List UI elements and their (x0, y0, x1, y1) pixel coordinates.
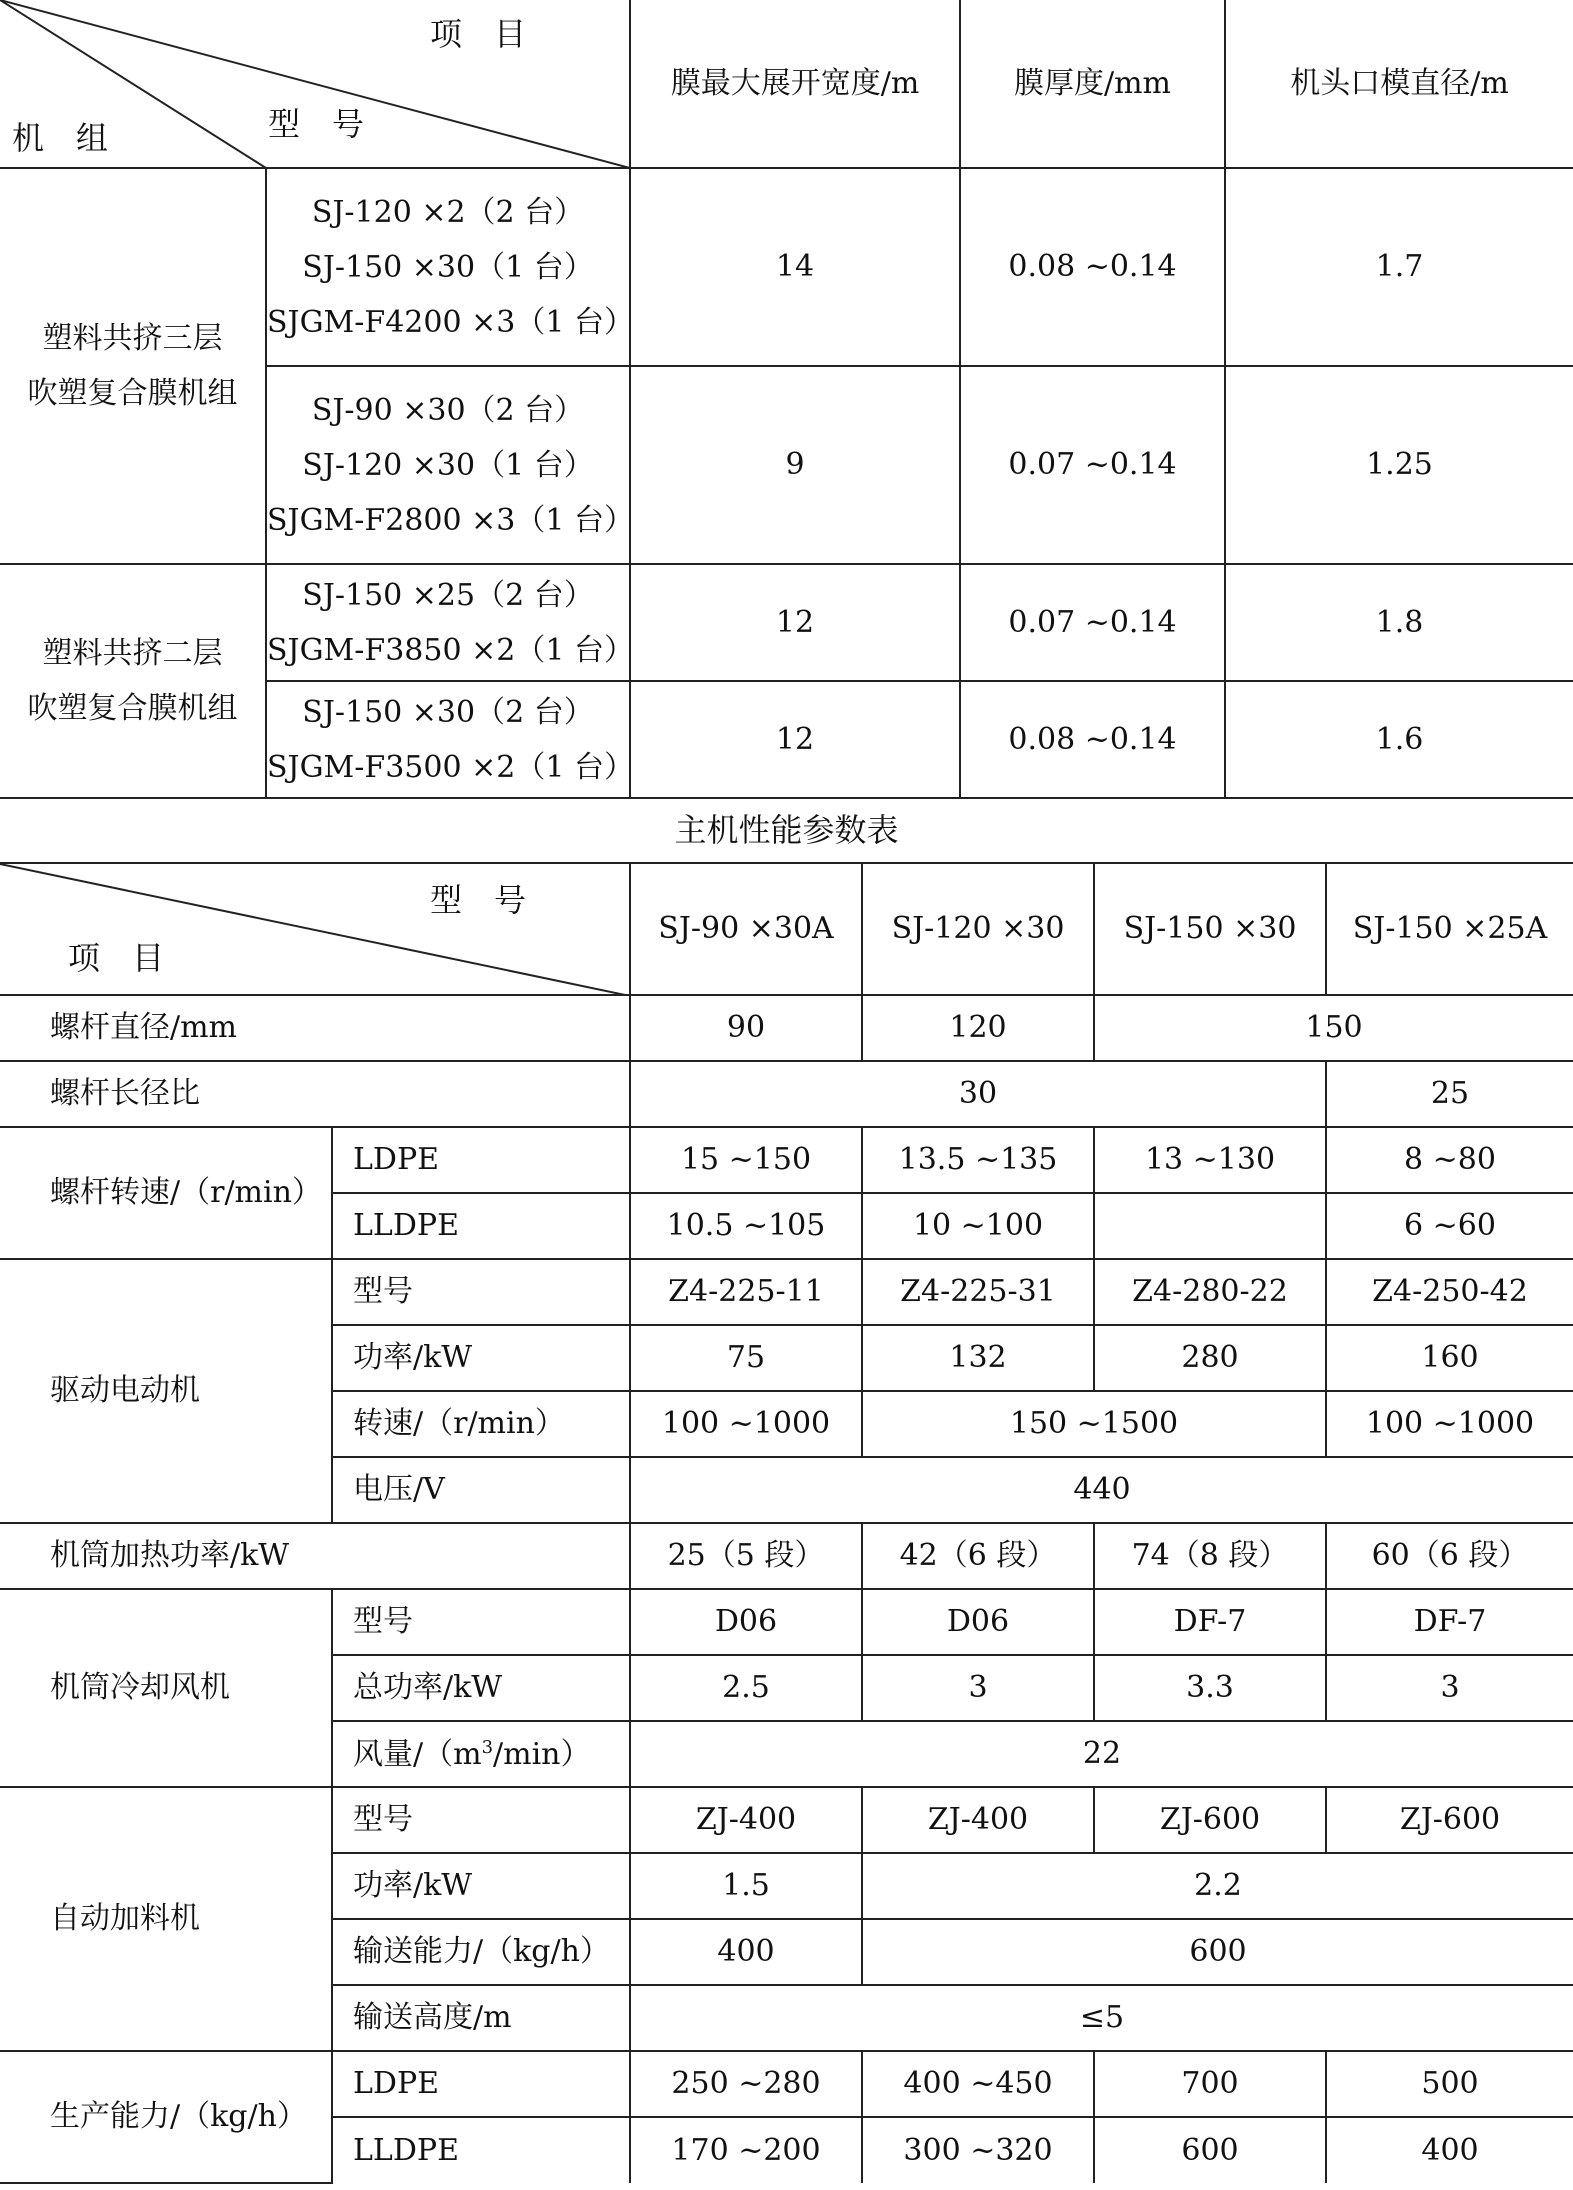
sub-label: 转速/（r/min） (332, 1391, 630, 1457)
corner-model-label: 型 号 (268, 105, 365, 143)
value-cell: 400 (630, 1919, 862, 1985)
value-cell: 13.5 ~135 (862, 1127, 1094, 1193)
table-caption: 主机性能参数表 (674, 811, 899, 849)
value-cell: ZJ-400 (862, 1787, 1094, 1853)
sub-label: 型号 (332, 1787, 630, 1853)
sub-label: 电压/V (332, 1457, 630, 1523)
sub-label: LLDPE (332, 1193, 630, 1259)
value-cell: 700 (1094, 2051, 1326, 2117)
value-cell: Z4-280-22 (1094, 1259, 1326, 1325)
value-cell: ZJ-600 (1094, 1787, 1326, 1853)
sub-label (332, 1721, 630, 1787)
value-cell: 2.2 (862, 1853, 1573, 1919)
value-cell: 74（8 段） (1094, 1523, 1326, 1589)
unit-spec-table (0, 0, 1573, 799)
value-cell: 13 ~130 (1094, 1127, 1326, 1193)
sub-label: 型号 (332, 1589, 630, 1655)
sub-label: LDPE (332, 2051, 630, 2117)
value-cell: 10 ~100 (862, 1193, 1094, 1259)
value-cell: 10.5 ~105 (630, 1193, 862, 1259)
value-cell: 42（6 段） (862, 1523, 1094, 1589)
corner-item-label: 项 目 (68, 939, 165, 977)
model-line: SJGM-F2800 ×3（1 台） (267, 502, 634, 538)
col-header-die: 机头口模直径/m (1225, 0, 1573, 168)
die-cell: 1.7 (1225, 168, 1573, 366)
row-label: 机筒冷却风机 (0, 1589, 332, 1787)
value-cell: 6 ~60 (1326, 1193, 1573, 1259)
value-cell: 250 ~280 (630, 2051, 862, 2117)
value-cell: 60（6 段） (1326, 1523, 1573, 1589)
value-cell: 150 (1094, 995, 1573, 1061)
value-cell: Z4-225-31 (862, 1259, 1094, 1325)
model-cell (266, 366, 634, 564)
sub-label: 输送能力/（kg/h） (332, 1919, 630, 1985)
value-cell: D06 (630, 1589, 862, 1655)
group-three-layer (0, 168, 266, 564)
airflow-label-sup: 3 (481, 1736, 494, 1758)
table2-corner-header (0, 863, 630, 995)
value-cell: D06 (862, 1589, 1094, 1655)
model-line: SJ-120 ×2（2 台） (311, 194, 585, 230)
model-cell (266, 564, 634, 681)
row-label: 机筒加热功率/kW (0, 1523, 630, 1589)
value-cell: ZJ-400 (630, 1787, 862, 1853)
value-cell: 3 (1326, 1655, 1573, 1721)
model-line: SJGM-F3500 ×2（1 台） (267, 749, 634, 785)
value-cell: 150 ~1500 (862, 1391, 1326, 1457)
corner-item-label: 项 目 (430, 15, 527, 53)
sub-label: 输送高度/m (332, 1985, 630, 2051)
value-cell: 8 ~80 (1326, 1127, 1573, 1193)
thickness-cell: 0.08 ~0.14 (960, 168, 1225, 366)
value-cell: 300 ~320 (862, 2117, 1094, 2183)
model-line: SJ-150 ×30（1 台） (302, 249, 594, 285)
width-cell: 14 (630, 168, 960, 366)
value-cell: 100 ~1000 (1326, 1391, 1573, 1457)
value-cell: 90 (630, 995, 862, 1061)
thickness-cell: 0.07 ~0.14 (960, 564, 1225, 681)
group-name-line1: 塑料共挤三层 (42, 321, 223, 356)
sub-label: 型号 (332, 1259, 630, 1325)
model-line: SJ-90 ×30（2 台） (311, 392, 585, 428)
value-cell: 500 (1326, 2051, 1573, 2117)
width-cell: 9 (630, 366, 960, 564)
row-label: 自动加料机 (0, 1787, 332, 2051)
group-name-line1: 塑料共挤二层 (42, 636, 223, 671)
value-cell: 100 ~1000 (630, 1391, 862, 1457)
sub-label: 功率/kW (332, 1325, 630, 1391)
corner-unit-label: 机 组 (12, 119, 109, 157)
value-cell: 120 (862, 995, 1094, 1061)
width-cell: 12 (630, 564, 960, 681)
die-cell: 1.25 (1225, 366, 1573, 564)
thickness-cell: 0.08 ~0.14 (960, 681, 1225, 798)
model-line: SJGM-F3850 ×2（1 台） (267, 632, 634, 668)
width-cell: 12 (630, 681, 960, 798)
value-cell: 160 (1326, 1325, 1573, 1391)
value-cell: 30 (630, 1061, 1326, 1127)
value-cell: Z4-250-42 (1326, 1259, 1573, 1325)
airflow-label-prefix: 风量/（m (353, 1736, 482, 1772)
row-label: 生产能力/（kg/h） (0, 2051, 332, 2183)
model-line: SJ-120 ×30（1 台） (302, 447, 594, 483)
sub-label: LDPE (332, 1127, 630, 1193)
die-cell: 1.6 (1225, 681, 1573, 798)
value-cell: DF-7 (1326, 1589, 1573, 1655)
value-cell: 2.5 (630, 1655, 862, 1721)
value-cell: 3.3 (1094, 1655, 1326, 1721)
group-name-line2: 吹塑复合膜机组 (27, 376, 238, 411)
model-header: SJ-120 ×30 (862, 863, 1094, 995)
value-cell: 600 (1094, 2117, 1326, 2183)
value-cell: 1.5 (630, 1853, 862, 1919)
model-header: SJ-150 ×30 (1094, 863, 1326, 995)
value-cell: 15 ~150 (630, 1127, 862, 1193)
value-cell: 132 (862, 1325, 1094, 1391)
model-header: SJ-90 ×30A (630, 863, 862, 995)
value-cell: 22 (630, 1721, 1573, 1787)
row-label: 驱动电动机 (0, 1259, 332, 1523)
sub-label: 功率/kW (332, 1853, 630, 1919)
airflow-label-suffix: /min） (493, 1736, 591, 1772)
thickness-cell: 0.07 ~0.14 (960, 366, 1225, 564)
main-machine-parameter-table (0, 862, 1573, 2184)
value-cell: 400 (1326, 2117, 1573, 2183)
value-cell (1094, 1193, 1326, 1259)
row-label: 螺杆转速/（r/min） (0, 1127, 332, 1259)
sub-label: LLDPE (332, 2117, 630, 2183)
value-cell: 440 (630, 1457, 1573, 1523)
group-two-layer (0, 564, 266, 798)
value-cell: ≤5 (630, 1985, 1573, 2051)
row-label: 螺杆直径/mm (0, 995, 630, 1061)
model-line: SJ-150 ×30（2 台） (302, 694, 594, 730)
row-label: 螺杆长径比 (0, 1061, 630, 1127)
model-header: SJ-150 ×25A (1326, 863, 1573, 995)
value-cell: DF-7 (1094, 1589, 1326, 1655)
model-cell (266, 168, 634, 366)
value-cell: 280 (1094, 1325, 1326, 1391)
value-cell: 400 ~450 (862, 2051, 1094, 2117)
corner-model-label: 型 号 (430, 881, 527, 919)
col-header-width: 膜最大展开宽度/m (630, 0, 960, 168)
group-name-line2: 吹塑复合膜机组 (27, 691, 238, 726)
sub-label: 总功率/kW (332, 1655, 630, 1721)
value-cell: 170 ~200 (630, 2117, 862, 2183)
die-cell: 1.8 (1225, 564, 1573, 681)
col-header-thickness: 膜厚度/mm (960, 0, 1225, 168)
value-cell: Z4-225-11 (630, 1259, 862, 1325)
value-cell: 3 (862, 1655, 1094, 1721)
value-cell: ZJ-600 (1326, 1787, 1573, 1853)
model-line: SJ-150 ×25（2 台） (302, 577, 594, 613)
table1-corner-header (0, 0, 630, 168)
value-cell: 25 (1326, 1061, 1573, 1127)
value-cell: 25（5 段） (630, 1523, 862, 1589)
model-line: SJGM-F4200 ×3（1 台） (267, 304, 634, 340)
model-cell (266, 681, 634, 798)
value-cell: 600 (862, 1919, 1573, 1985)
value-cell: 75 (630, 1325, 862, 1391)
